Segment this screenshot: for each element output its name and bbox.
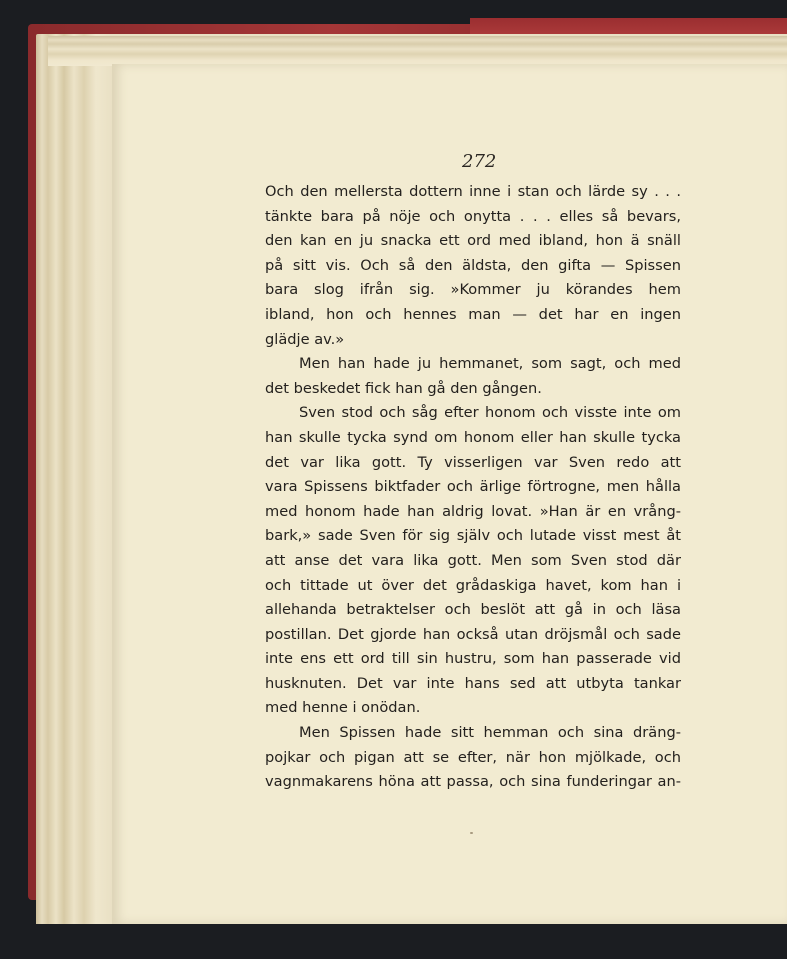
- text-line: husknuten. Det var inte hans sed att utbyta tankar: [265, 674, 681, 692]
- page-number: 272: [462, 151, 497, 172]
- text-line: det beskedet fick han gå den gången.: [265, 379, 542, 397]
- text-line: Sven stod och såg efter honom och visste inte om: [299, 404, 681, 422]
- text-line: pojkar och pigan att se efter, när hon mjölkade, och: [265, 748, 681, 766]
- text-line: med honom hade han aldrig lovat. »Han är en vrång-: [265, 502, 681, 520]
- text-line: glädje av.»: [265, 330, 345, 348]
- text-line: det var lika gott. Ty visserligen var Sven redo att: [265, 453, 681, 471]
- text-line: tänkte bara på nöje och onytta . . . elles så bevars,: [265, 207, 681, 225]
- text-line: allehanda betraktelser och beslöt att gå in och läsa: [265, 601, 681, 619]
- text-line: Men han hade ju hemmanet, som sagt, och med: [299, 355, 681, 373]
- text-line: bara slog ifrån sig. »Kommer ju körandes hem: [265, 281, 681, 299]
- text-line: på sitt vis. Och så den äldsta, den gifta — Spissen: [265, 256, 681, 274]
- text-line: och tittade ut över det grådaskiga havet, kom han i: [265, 576, 681, 594]
- text-line: bark,» sade Sven för sig själv och lutade visst mest åt: [265, 527, 681, 545]
- text-line: Och den mellersta dottern inne i stan och lärde sy . . .: [265, 183, 681, 200]
- text-line: att anse det vara lika gott. Men som Sven stod där: [265, 551, 681, 569]
- text-line: vara Spissens biktfader och ärlige förtrogne, men hålla: [265, 478, 681, 496]
- text-line: vagnmakarens höna att passa, och sina funderingar an-: [265, 773, 681, 791]
- body-text: [265, 180, 681, 795]
- text-line: han skulle tycka synd om honom eller han skulle tycka: [265, 428, 681, 446]
- text-line: ibland, hon och hennes man — det har en ingen: [265, 305, 681, 323]
- paper-speck: [470, 832, 473, 834]
- text-line: inte ens ett ord till sin hustru, som han passerade vid: [265, 650, 681, 668]
- text-line: den kan en ju snacka ett ord med ibland, hon ä snäll: [265, 232, 681, 250]
- text-line: Men Spissen hade sitt hemman och sina dräng-: [299, 724, 681, 742]
- text-line: med henne i onödan.: [265, 699, 421, 717]
- text-line: postillan. Det gjorde han också utan dröjsmål och sade: [265, 625, 681, 643]
- page-stack-top-edges: [48, 36, 787, 66]
